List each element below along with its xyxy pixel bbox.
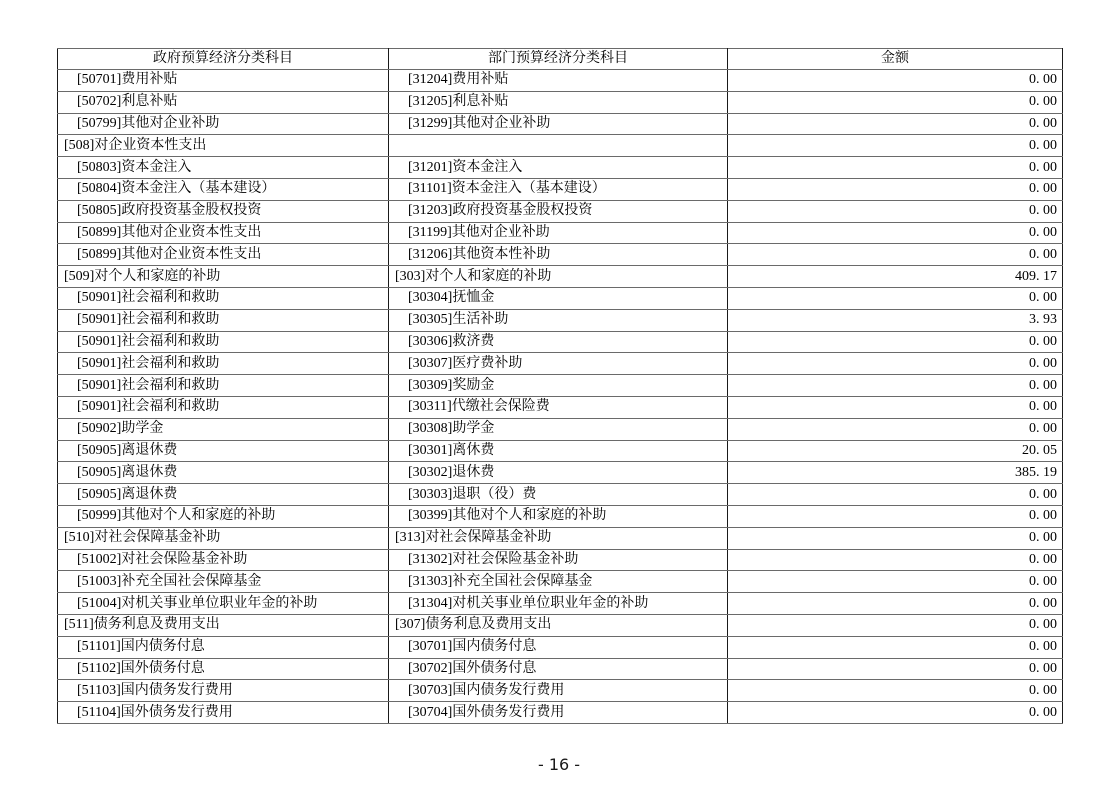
table-row xyxy=(58,91,1063,113)
table-row xyxy=(58,266,1063,288)
dept-subject-cell: [30399]其他对个人和家庭的补助 xyxy=(389,505,728,527)
gov-subject-cell: [50901]社会福利和救助 xyxy=(58,353,389,375)
gov-subject-cell: [50899]其他对企业资本性支出 xyxy=(58,244,389,266)
table-row xyxy=(58,222,1063,244)
dept-subject-cell: [31101]资本金注入（基本建设） xyxy=(389,178,728,200)
gov-subject-cell: [50701]费用补贴 xyxy=(58,70,389,92)
amount-cell: 0. 00 xyxy=(728,636,1063,658)
dept-subject-cell: [30303]退职（役）费 xyxy=(389,484,728,506)
dept-subject-cell: [30704]国外债务发行费用 xyxy=(389,702,728,724)
table-row xyxy=(58,484,1063,506)
amount-cell: 0. 00 xyxy=(728,200,1063,222)
gov-subject-cell: [51003]补充全国社会保障基金 xyxy=(58,571,389,593)
gov-subject-cell: [51102]国外债务付息 xyxy=(58,658,389,680)
header-gov-budget-subject: 政府预算经济分类科目 xyxy=(58,49,389,70)
amount-cell: 0. 00 xyxy=(728,222,1063,244)
gov-subject-cell: [50905]离退休费 xyxy=(58,440,389,462)
amount-cell: 0. 00 xyxy=(728,91,1063,113)
gov-subject-cell: [511]债务利息及费用支出 xyxy=(58,614,389,636)
dept-subject-cell xyxy=(389,135,728,157)
dept-subject-cell: [307]债务利息及费用支出 xyxy=(389,614,728,636)
gov-subject-cell: [51104]国外债务发行费用 xyxy=(58,702,389,724)
dept-subject-cell: [30302]退休费 xyxy=(389,462,728,484)
dept-subject-cell: [31203]政府投资基金股权投资 xyxy=(389,200,728,222)
dept-subject-cell: [31304]对机关事业单位职业年金的补助 xyxy=(389,593,728,615)
gov-subject-cell: [51101]国内债务付息 xyxy=(58,636,389,658)
amount-cell: 0. 00 xyxy=(728,244,1063,266)
gov-subject-cell: [508]对企业资本性支出 xyxy=(58,135,389,157)
dept-subject-cell: [31199]其他对企业补助 xyxy=(389,222,728,244)
table-row xyxy=(58,636,1063,658)
gov-subject-cell: [51103]国内债务发行费用 xyxy=(58,680,389,702)
amount-cell: 0. 00 xyxy=(728,680,1063,702)
dept-subject-cell: [31201]资本金注入 xyxy=(389,157,728,179)
gov-subject-cell: [50902]助学金 xyxy=(58,418,389,440)
table-row xyxy=(58,353,1063,375)
gov-subject-cell: [510]对社会保障基金补助 xyxy=(58,527,389,549)
table-row xyxy=(58,614,1063,636)
dept-subject-cell: [30701]国内债务付息 xyxy=(389,636,728,658)
amount-cell: 3. 93 xyxy=(728,309,1063,331)
dept-subject-cell: [30304]抚恤金 xyxy=(389,287,728,309)
amount-cell: 0. 00 xyxy=(728,70,1063,92)
header-amount: 金额 xyxy=(728,49,1063,70)
dept-subject-cell: [30307]医疗费补助 xyxy=(389,353,728,375)
amount-cell: 0. 00 xyxy=(728,484,1063,506)
amount-cell: 0. 00 xyxy=(728,549,1063,571)
table-row xyxy=(58,462,1063,484)
amount-cell: 0. 00 xyxy=(728,593,1063,615)
table-row xyxy=(58,244,1063,266)
dept-subject-cell: [31205]利息补贴 xyxy=(389,91,728,113)
table-row xyxy=(58,309,1063,331)
dept-subject-cell: [31303]补充全国社会保障基金 xyxy=(389,571,728,593)
table-row xyxy=(58,331,1063,353)
gov-subject-cell: [50999]其他对个人和家庭的补助 xyxy=(58,505,389,527)
table-row xyxy=(58,702,1063,724)
gov-subject-cell: [50799]其他对企业补助 xyxy=(58,113,389,135)
page-number: - 16 - xyxy=(537,755,581,774)
table-body xyxy=(58,70,1063,724)
amount-cell: 0. 00 xyxy=(728,418,1063,440)
gov-subject-cell: [50901]社会福利和救助 xyxy=(58,287,389,309)
dept-subject-cell: [30309]奖励金 xyxy=(389,375,728,397)
amount-cell: 20. 05 xyxy=(728,440,1063,462)
gov-subject-cell: [50901]社会福利和救助 xyxy=(58,375,389,397)
table-row xyxy=(58,135,1063,157)
dept-subject-cell: [313]对社会保障基金补助 xyxy=(389,527,728,549)
amount-cell: 385. 19 xyxy=(728,462,1063,484)
table-row xyxy=(58,418,1063,440)
amount-cell: 0. 00 xyxy=(728,157,1063,179)
amount-cell: 0. 00 xyxy=(728,614,1063,636)
dept-subject-cell: [30306]救济费 xyxy=(389,331,728,353)
gov-subject-cell: [50905]离退休费 xyxy=(58,462,389,484)
table-row xyxy=(58,680,1063,702)
table-row xyxy=(58,658,1063,680)
header-dept-budget-subject: 部门预算经济分类科目 xyxy=(389,49,728,70)
dept-subject-cell: [30703]国内债务发行费用 xyxy=(389,680,728,702)
dept-subject-cell: [30305]生活补助 xyxy=(389,309,728,331)
gov-subject-cell: [51004]对机关事业单位职业年金的补助 xyxy=(58,593,389,615)
dept-subject-cell: [31206]其他资本性补助 xyxy=(389,244,728,266)
gov-subject-cell: [509]对个人和家庭的补助 xyxy=(58,266,389,288)
dept-subject-cell: [31299]其他对企业补助 xyxy=(389,113,728,135)
gov-subject-cell: [51002]对社会保险基金补助 xyxy=(58,549,389,571)
amount-cell: 0. 00 xyxy=(728,113,1063,135)
amount-cell: 0. 00 xyxy=(728,527,1063,549)
table-row xyxy=(58,505,1063,527)
amount-cell: 0. 00 xyxy=(728,178,1063,200)
table-row xyxy=(58,200,1063,222)
gov-subject-cell: [50805]政府投资基金股权投资 xyxy=(58,200,389,222)
dept-subject-cell: [31204]费用补贴 xyxy=(389,70,728,92)
table-row xyxy=(58,527,1063,549)
table-row xyxy=(58,571,1063,593)
amount-cell: 0. 00 xyxy=(728,505,1063,527)
gov-subject-cell: [50702]利息补贴 xyxy=(58,91,389,113)
gov-subject-cell: [50901]社会福利和救助 xyxy=(58,331,389,353)
table-row xyxy=(58,157,1063,179)
gov-subject-cell: [50804]资本金注入（基本建设） xyxy=(58,178,389,200)
dept-subject-cell: [31302]对社会保险基金补助 xyxy=(389,549,728,571)
table-header-row xyxy=(58,49,1063,70)
dept-subject-cell: [30702]国外债务付息 xyxy=(389,658,728,680)
gov-subject-cell: [50905]离退休费 xyxy=(58,484,389,506)
table-row xyxy=(58,70,1063,92)
amount-cell: 0. 00 xyxy=(728,702,1063,724)
table-row xyxy=(58,440,1063,462)
amount-cell: 0. 00 xyxy=(728,287,1063,309)
amount-cell: 409. 17 xyxy=(728,266,1063,288)
table-row xyxy=(58,593,1063,615)
amount-cell: 0. 00 xyxy=(728,396,1063,418)
budget-table xyxy=(57,48,1063,724)
dept-subject-cell: [30308]助学金 xyxy=(389,418,728,440)
amount-cell: 0. 00 xyxy=(728,571,1063,593)
amount-cell: 0. 00 xyxy=(728,658,1063,680)
gov-subject-cell: [50803]资本金注入 xyxy=(58,157,389,179)
table-row xyxy=(58,287,1063,309)
gov-subject-cell: [50901]社会福利和救助 xyxy=(58,396,389,418)
table-row xyxy=(58,178,1063,200)
amount-cell: 0. 00 xyxy=(728,135,1063,157)
amount-cell: 0. 00 xyxy=(728,331,1063,353)
dept-subject-cell: [30301]离休费 xyxy=(389,440,728,462)
amount-cell: 0. 00 xyxy=(728,353,1063,375)
table-row xyxy=(58,549,1063,571)
gov-subject-cell: [50901]社会福利和救助 xyxy=(58,309,389,331)
amount-cell: 0. 00 xyxy=(728,375,1063,397)
table-row xyxy=(58,396,1063,418)
table-row xyxy=(58,113,1063,135)
table-row xyxy=(58,375,1063,397)
gov-subject-cell: [50899]其他对企业资本性支出 xyxy=(58,222,389,244)
dept-subject-cell: [30311]代缴社会保险费 xyxy=(389,396,728,418)
dept-subject-cell: [303]对个人和家庭的补助 xyxy=(389,266,728,288)
